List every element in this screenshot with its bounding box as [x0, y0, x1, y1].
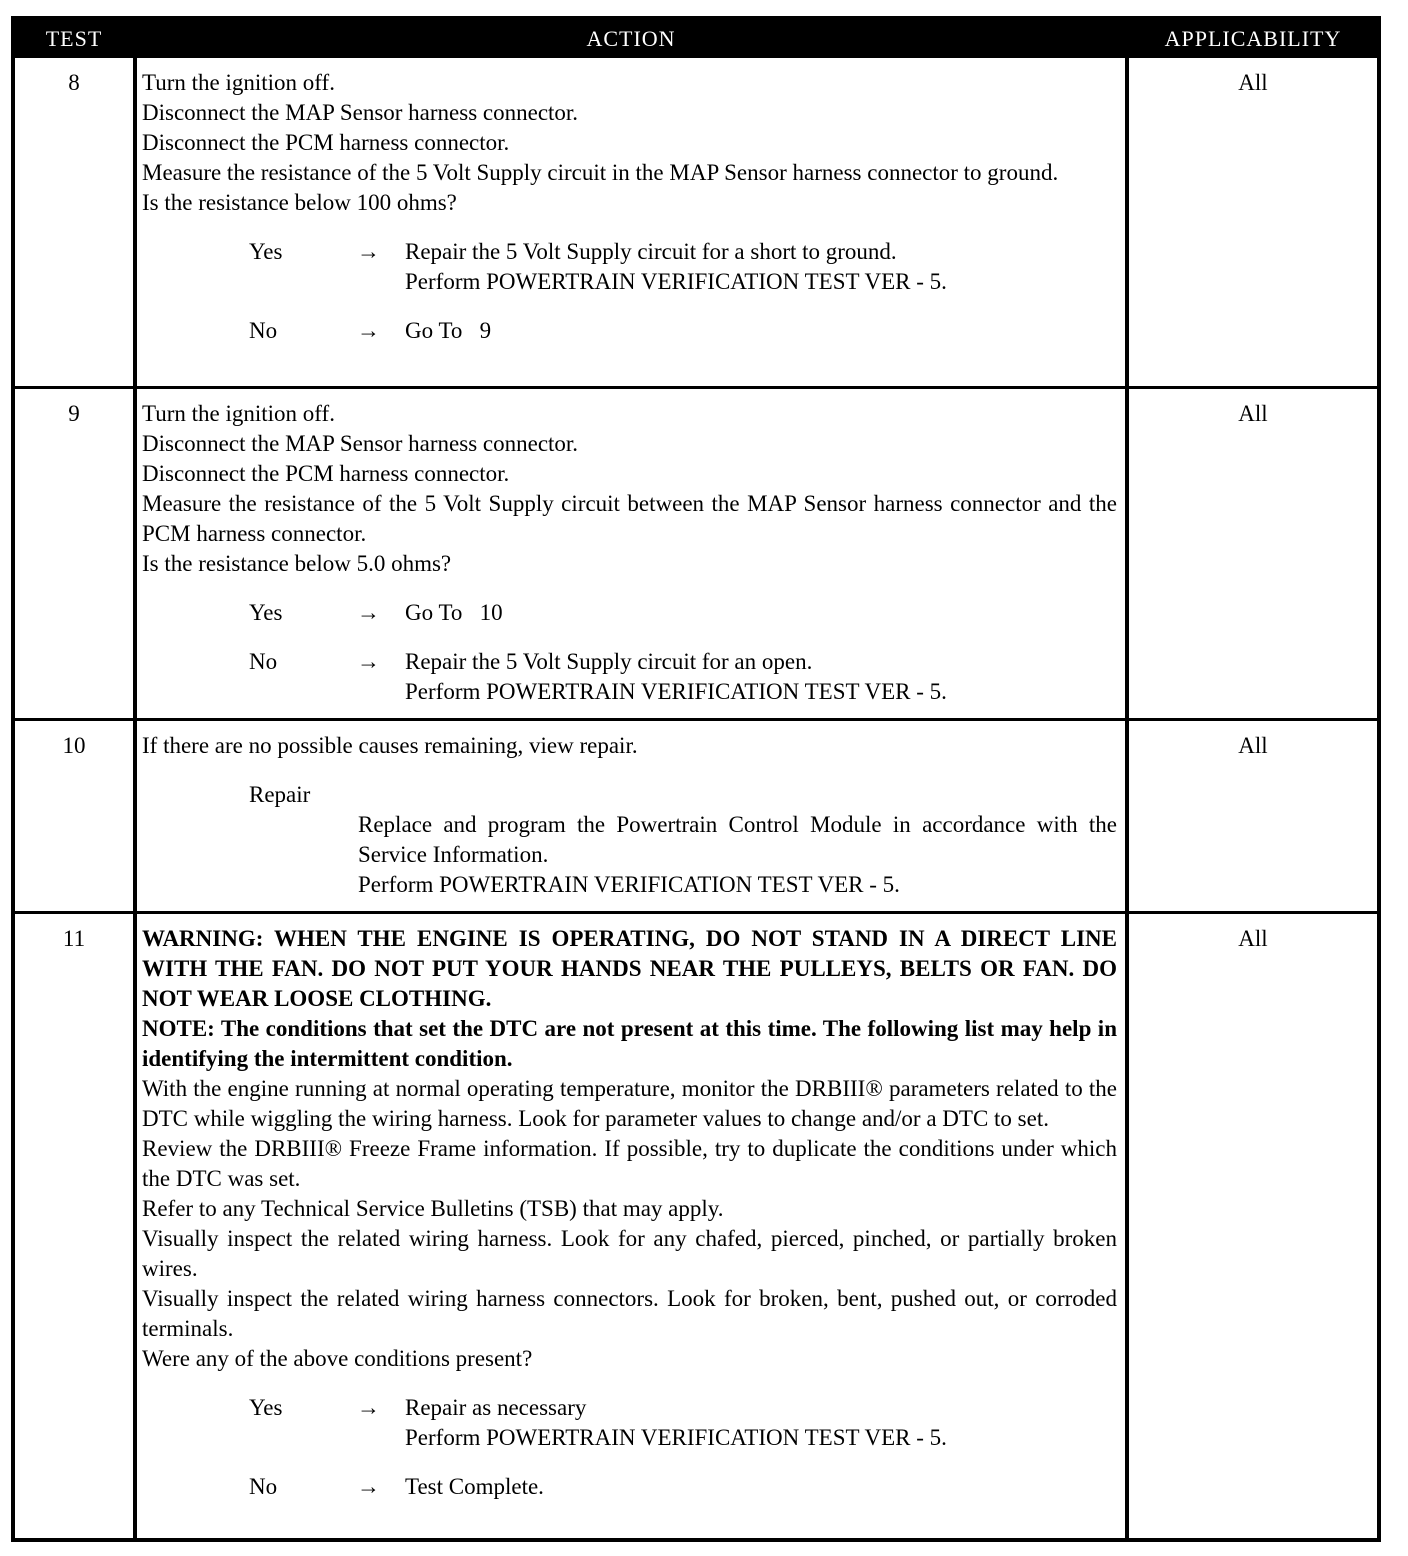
yes-result: Repair the 5 Volt Supply circuit for a short to ground.	[405, 239, 897, 264]
header-test: TEST	[45, 26, 103, 51]
action-question: Is the resistance below 100 ohms?	[142, 190, 457, 215]
action-step: Review the DRBIII® Freeze Frame information. If possible, try to duplicate the conditions under which the DTC was set.	[142, 1136, 1117, 1191]
table-header	[15, 20, 1377, 58]
action-step: Measure the resistance of the 5 Volt Supply circuit between the MAP Sensor harness connector and the PCM harness connector.	[142, 491, 1117, 546]
arrow-icon: →	[357, 318, 380, 343]
header-action: ACTION	[586, 26, 676, 51]
yes-answer	[142, 237, 1117, 297]
test-action	[142, 924, 1117, 1502]
test-row-11	[15, 914, 1377, 1542]
test-row-9	[15, 389, 1377, 719]
test-number: 8	[68, 70, 80, 95]
action-question: Were any of the above conditions present?	[142, 1346, 533, 1371]
diagnostic-test-table	[11, 16, 1381, 1542]
yes-label: Yes	[249, 600, 283, 625]
yes-result: Perform POWERTRAIN VERIFICATION TEST VER - 5.	[405, 1425, 947, 1450]
yes-result: Repair as necessary	[405, 1395, 587, 1420]
yes-answer	[142, 1393, 1117, 1453]
yes-label: Yes	[249, 1395, 283, 1420]
test-number: 9	[68, 401, 80, 426]
no-result: Test Complete.	[405, 1474, 544, 1499]
arrow-icon: →	[357, 1474, 380, 1499]
test-number: 10	[62, 733, 86, 758]
no-result: Perform POWERTRAIN VERIFICATION TEST VER - 5.	[405, 679, 947, 704]
test-row-10	[15, 721, 1377, 911]
action-step: Refer to any Technical Service Bulletins (TSB) that may apply.	[142, 1196, 724, 1221]
action-step: Visually inspect the related wiring harness connectors. Look for broken, bent, pushed out, or corroded terminals.	[142, 1286, 1117, 1341]
applicability: All	[1238, 733, 1268, 758]
no-label: No	[249, 318, 278, 343]
warning-text: WARNING: WHEN THE ENGINE IS OPERATING, DO NOT STAND IN A DIRECT LINE WITH THE FAN. DO NOT PUT YOUR HANDS NEAR THE PULLEYS, BELTS OR FAN. DO NOT WEAR LOOSE CLOTHING.	[142, 926, 1117, 1011]
arrow-icon: →	[357, 1395, 380, 1420]
no-answer	[142, 1472, 1117, 1502]
action-step: Turn the ignition off.	[142, 70, 335, 95]
yes-answer	[142, 598, 1117, 628]
no-label: No	[249, 649, 278, 674]
action-question: Is the resistance below 5.0 ohms?	[142, 551, 452, 576]
test-action	[142, 731, 1117, 900]
test-number: 11	[62, 926, 86, 951]
no-answer	[142, 647, 1117, 707]
test-action	[142, 399, 1117, 707]
action-step: With the engine running at normal operating temperature, monitor the DRBIII® parameters related to the DTC while wiggling the wiring harness. Look for parameter values to change and/or a DTC to set.	[142, 1076, 1117, 1131]
note-text: NOTE: The conditions that set the DTC are not present at this time. The following list may help in identifying the intermittent condition.	[142, 1016, 1117, 1071]
applicability: All	[1238, 401, 1268, 426]
action-step: Visually inspect the related wiring harness. Look for any chafed, pierced, pinched, or partially broken wires.	[142, 1226, 1117, 1281]
action-step: Disconnect the PCM harness connector.	[142, 130, 510, 155]
arrow-icon: →	[357, 649, 380, 674]
action-step: Disconnect the MAP Sensor harness connector.	[142, 431, 579, 456]
yes-label: Yes	[249, 239, 283, 264]
action-step: Disconnect the PCM harness connector.	[142, 461, 510, 486]
action-step: Turn the ignition off.	[142, 401, 335, 426]
header-applicability: APPLICABILITY	[1164, 26, 1342, 51]
yes-result: Go To 10	[405, 600, 503, 625]
action-step: Disconnect the MAP Sensor harness connector.	[142, 100, 579, 125]
no-answer	[142, 316, 1117, 346]
repair-label: Repair	[249, 782, 311, 807]
yes-result: Perform POWERTRAIN VERIFICATION TEST VER - 5.	[405, 269, 947, 294]
action-step: If there are no possible causes remaining, view repair.	[142, 733, 638, 758]
no-label: No	[249, 1474, 278, 1499]
repair-result: Replace and program the Powertrain Control Module in accordance with the Service Information.	[358, 812, 1117, 867]
applicability: All	[1238, 70, 1268, 95]
no-result: Repair the 5 Volt Supply circuit for an open.	[405, 649, 813, 674]
test-row-8	[15, 58, 1377, 388]
no-result: Go To 9	[405, 318, 492, 343]
applicability: All	[1238, 926, 1268, 951]
arrow-icon: →	[357, 600, 380, 625]
arrow-icon: →	[357, 239, 380, 264]
action-step: Measure the resistance of the 5 Volt Supply circuit in the MAP Sensor harness connector to ground.	[142, 160, 1059, 185]
repair-result: Perform POWERTRAIN VERIFICATION TEST VER - 5.	[358, 872, 900, 897]
test-action	[142, 68, 1117, 346]
